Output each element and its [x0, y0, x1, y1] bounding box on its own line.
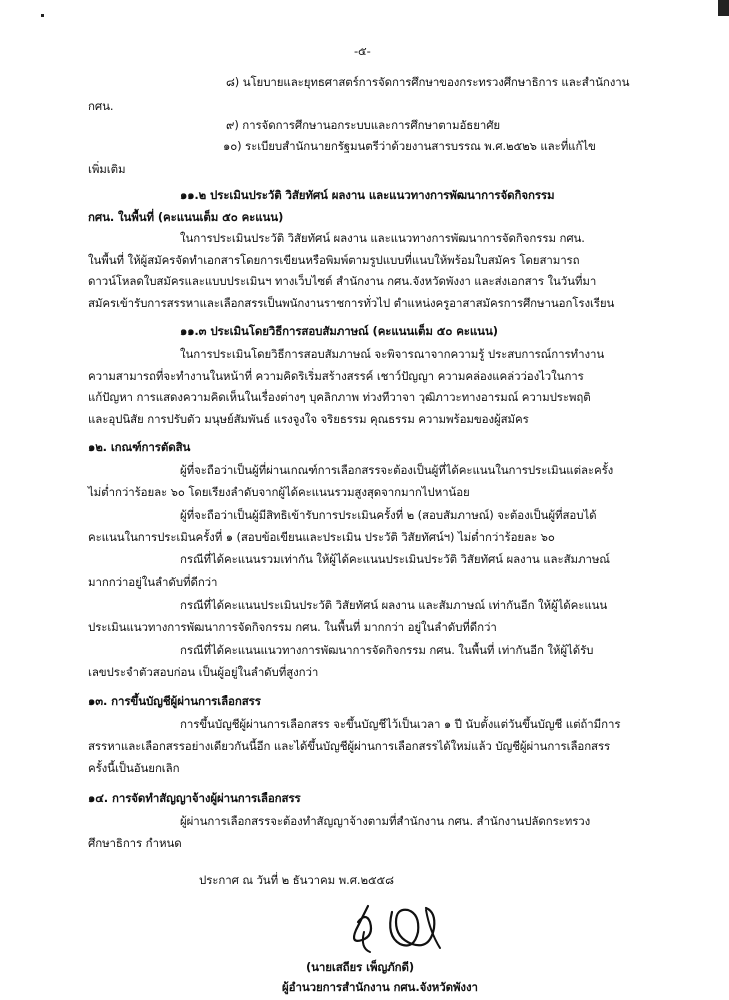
doc-line: ผู้ที่จะถือว่าเป็นผู้ที่ผ่านเกณฑ์การเลือกสรรจะต้องเป็นผู้ที่ได้คะแนนในการประเมินแต่ละครั้ง	[180, 463, 614, 477]
doc-line: ในการประเมินโดยวิธีการสอบสัมภาษณ์ จะพิจารณาจากความรู้ ประสบการณ์การทำงาน	[180, 347, 605, 361]
doc-line: เพิ่มเติม	[88, 162, 126, 176]
section-heading: ๑๔. การจัดทำสัญญาจ้างผู้ผ่านการเลือกสรร	[88, 791, 301, 805]
doc-line: แก้ปัญหา การแสดงความคิดเห็นในเรื่องต่างๆ บุคลิกภาพ ท่วงทีวาจา วุฒิภาวะทางอารมณ์ ความประพฤติ	[88, 390, 591, 404]
doc-line: การขึ้นบัญชีผู้ผ่านการเลือกสรร จะขึ้นบัญชีไว้เป็นเวลา ๑ ปี นับตั้งแต่วันขึ้นบัญชี แต่ถ้ามีการ	[180, 717, 621, 731]
doc-line: ประเมินแนวทางการพัฒนาการจัดกิจกรรม กศน. ในพื้นที่ มากกว่า อยู่ในลำดับที่ดีกว่า	[88, 620, 497, 634]
doc-line: คะแนนในการประเมินครั้งที่ ๑ (สอบข้อเขียนและประเมิน ประวัติ วิสัยทัศน์ฯ) ไม่ต่ำกว่าร้อยละ ๖๐	[88, 530, 555, 544]
doc-line: ความสามารถที่จะทำงานในหน้าที่ ความคิดริเริ่มสร้างสรรค์ เชาว์ปัญญา ความคล่องแคล่วว่องไวในการ	[88, 369, 584, 383]
doc-line: สมัครเข้ารับการสรรหาและเลือกสรรเป็นพนักงานราชการทั่วไป ตำแหน่งครูอาสาสมัครการศึกษานอกโรงเรียน	[88, 296, 615, 310]
doc-line: กรณีที่ได้คะแนนแนวทางการพัฒนาการจัดกิจกรรม กศน. ในพื้นที่ เท่ากันอีก ให้ผู้ได้รับ	[180, 643, 594, 657]
doc-line: ผู้ผ่านการเลือกสรรจะต้องทำสัญญาจ้างตามที่สำนักงาน กศน. สำนักงานปลัดกระทรวง	[180, 814, 591, 828]
page-number: -๕-	[354, 44, 371, 58]
doc-line: ๑๐) ระเบียบสำนักนายกรัฐมนตรีว่าด้วยงานสารบรรณ พ.ศ.๒๕๒๖ และที่แก้ไข	[223, 139, 596, 153]
doc-line: ไม่ต่ำกว่าร้อยละ ๖๐ โดยเรียงลำดับจากผู้ได้คะแนนรวมสูงสุดจากมากไปหาน้อย	[88, 485, 470, 499]
section-heading: ๑๓. การขึ้นบัญชีผู้ผ่านการเลือกสรร	[88, 694, 261, 708]
doc-line: ดาวน์โหลดใบสมัครและแบบประเมินฯ ทางเว็บไซต์ สำนักงาน กศน.จังหวัดพังงา และส่งเอกสาร ในวันที่มา	[88, 274, 597, 288]
section-heading: ๑๒. เกณฑ์การตัดสิน	[88, 440, 191, 454]
doc-line: และอุปนิสัย การปรับตัว มนุษย์สัมพันธ์ แรงจูงใจ จริยธรรม คุณธรรม ความพร้อมของผู้สมัคร	[88, 412, 529, 426]
doc-line: สรรหาและเลือกสรรอย่างเดียวกันนี้อีก และได้ขึ้นบัญชีผู้ผ่านการเลือกสรรได้ใหม่แล้ว บัญชีผู้ผ่านการเลือกสรร	[88, 739, 611, 753]
doc-line: ศึกษาธิการ กำหนด	[88, 836, 182, 850]
signatory-title: ผู้อำนวยการสำนักงาน กศน.จังหวัดพังงา	[282, 980, 478, 994]
doc-line: กรณีที่ได้คะแนนประเมินประวัติ วิสัยทัศน์ ผลงาน และสัมภาษณ์ เท่ากันอีก ให้ผู้ได้คะแนน	[180, 598, 608, 612]
doc-line: ในการประเมินประวัติ วิสัยทัศน์ ผลงาน และแนวทางการพัฒนาการจัดกิจกรรม กศน.	[180, 231, 585, 245]
doc-line: ในพื้นที่ ให้ผู้สมัครจัดทำเอกสารโดยการเขียนหรือพิมพ์ตามรูปแบบที่แนบให้พร้อมใบสมัคร โดยสามารถ	[88, 253, 580, 267]
doc-line: ผู้ที่จะถือว่าเป็นผู้มีสิทธิเข้ารับการประเมินครั้งที่ ๒ (สอบสัมภาษณ์) จะต้องเป็นผู้ที่สอบได้	[180, 508, 597, 522]
section-heading: ๑๑.๒ ประเมินประวัติ วิสัยทัศน์ ผลงาน และแนวทางการพัฒนาการจัดกิจกรรม	[180, 188, 555, 202]
scan-speck	[41, 14, 44, 17]
announcement-date: ประกาศ ณ วันที่ ๒ ธันวาคม พ.ศ.๒๕๕๘	[199, 873, 394, 887]
section-heading: ๑๑.๓ ประเมินโดยวิธีการสอบสัมภาษณ์ (คะแนนเต็ม ๕๐ คะแนน)	[180, 324, 498, 338]
doc-line: กศน.	[88, 99, 114, 113]
signature	[330, 892, 490, 962]
signatory-name: (นายเสถียร เพ็ญภักดี)	[306, 960, 415, 974]
doc-line: ๘) นโยบายและยุทธศาสตร์การจัดการศึกษาของกระทรวงศึกษาธิการ และสำนักงาน	[226, 75, 630, 89]
doc-line: มากกว่าอยู่ในลำดับที่ดีกว่า	[88, 575, 218, 589]
doc-line: เลขประจำตัวสอบก่อน เป็นผู้อยู่ในลำดับที่สูงกว่า	[88, 665, 319, 679]
doc-line: ครั้งนี้เป็นอันยกเลิก	[88, 761, 180, 775]
section-heading: กศน. ในพื้นที่ (คะแนนเต็ม ๕๐ คะแนน)	[88, 210, 284, 224]
scan-artifact	[718, 0, 729, 16]
doc-line: กรณีที่ได้คะแนนรวมเท่ากัน ให้ผู้ได้คะแนนประเมินประวัติ วิสัยทัศน์ ผลงาน และสัมภาษณ์	[180, 552, 610, 566]
doc-line: ๙) การจัดการศึกษานอกระบบและการศึกษาตามอัธยาศัย	[226, 118, 501, 132]
